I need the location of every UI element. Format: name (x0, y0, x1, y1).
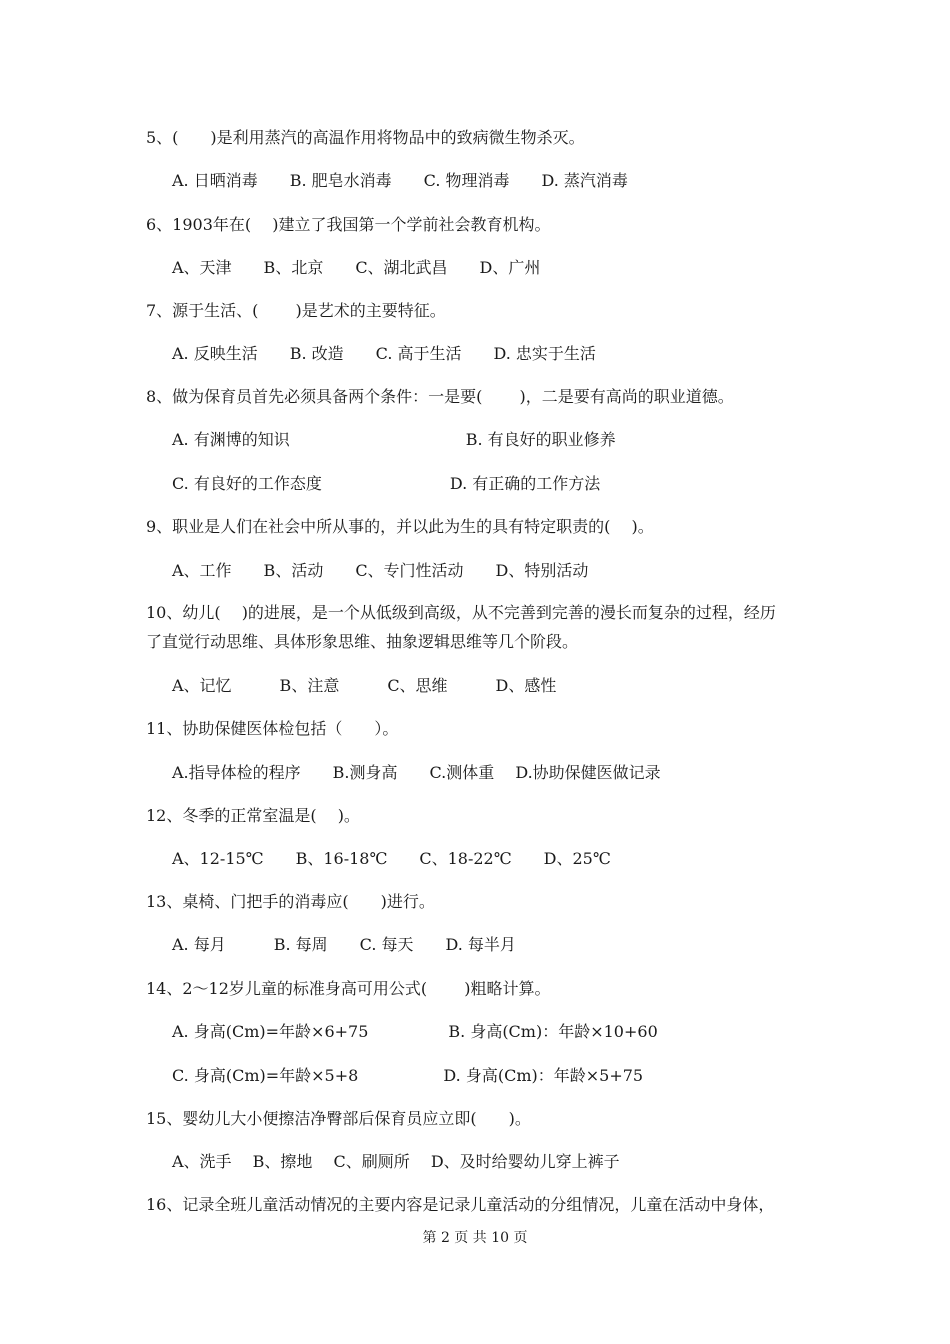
question-7-options: A. 反映生活 B. 改造 C. 高于生活 D. 忠实于生活 (172, 344, 596, 363)
question-6: 6、1903年在( )建立了我国第一个学前社会教育机构。 (146, 215, 551, 234)
page-footer: 第 2 页 共 10 页 (422, 1230, 528, 1246)
question-5: 5、( )是利用蒸汽的高温作用将物品中的致病微生物杀灭。 (146, 128, 585, 147)
question-11-options: A.指导体检的程序 B.测身高 C.测体重 D.协助保健医做记录 (172, 763, 661, 782)
question-5-options: A. 日晒消毒 B. 肥皂水消毒 C. 物理消毒 D. 蒸汽消毒 (172, 171, 628, 190)
question-14: 14、2～12岁儿童的标准身高可用公式( )粗略计算。 (146, 979, 551, 998)
question-14-options-ab: A. 身高(Cm)=年龄×6+75 B. 身高(Cm)：年龄×10+60 (172, 1022, 658, 1041)
question-11: 11、协助保健医体检包括（ ）。 (146, 719, 399, 738)
question-8: 8、做为保育员首先必须具备两个条件：一是要( )，二是要有高尚的职业道德。 (146, 387, 734, 406)
question-8-options-cd: C. 有良好的工作态度 D. 有正确的工作方法 (172, 474, 601, 493)
question-6-options: A、天津 B、北京 C、湖北武昌 D、广州 (172, 258, 541, 277)
question-13-options: A. 每月 B. 每周 C. 每天 D. 每半月 (172, 935, 516, 954)
question-7: 7、源于生活、( )是艺术的主要特征。 (146, 301, 446, 320)
question-8-options-ab: A. 有渊博的知识 B. 有良好的职业修养 (172, 430, 616, 449)
question-15: 15、婴幼儿大小便擦洁净臀部后保育员应立即( )。 (146, 1109, 531, 1128)
question-10: 10、幼儿( )的进展，是一个从低级到高级，从不完善到完善的漫长而复杂的过程，经历 (146, 603, 776, 622)
question-10-continued: 了直觉行动思维、具体形象思维、抽象逻辑思维等几个阶段。 (146, 632, 579, 651)
question-10-options: A、记忆 B、注意 C、思维 D、感性 (172, 676, 557, 695)
question-14-options-cd: C. 身高(Cm)=年龄×5+8 D. 身高(Cm)：年龄×5+75 (172, 1066, 644, 1085)
question-12: 12、冬季的正常室温是( )。 (146, 806, 360, 825)
question-15-options: A、洗手 B、擦地 C、刷厕所 D、及时给婴幼儿穿上裤子 (172, 1152, 620, 1171)
question-16: 16、记录全班儿童活动情况的主要内容是记录儿童活动的分组情况，儿童在活动中身体， (146, 1195, 775, 1214)
question-9-options: A、工作 B、活动 C、专门性活动 D、特别活动 (172, 561, 589, 580)
question-13: 13、桌椅、门把手的消毒应( )进行。 (146, 892, 435, 911)
question-9: 9、职业是人们在社会中所从事的，并以此为生的具有特定职责的( )。 (146, 517, 654, 536)
question-12-options: A、12-15℃ B、16-18℃ C、18-22℃ D、25℃ (172, 849, 611, 868)
